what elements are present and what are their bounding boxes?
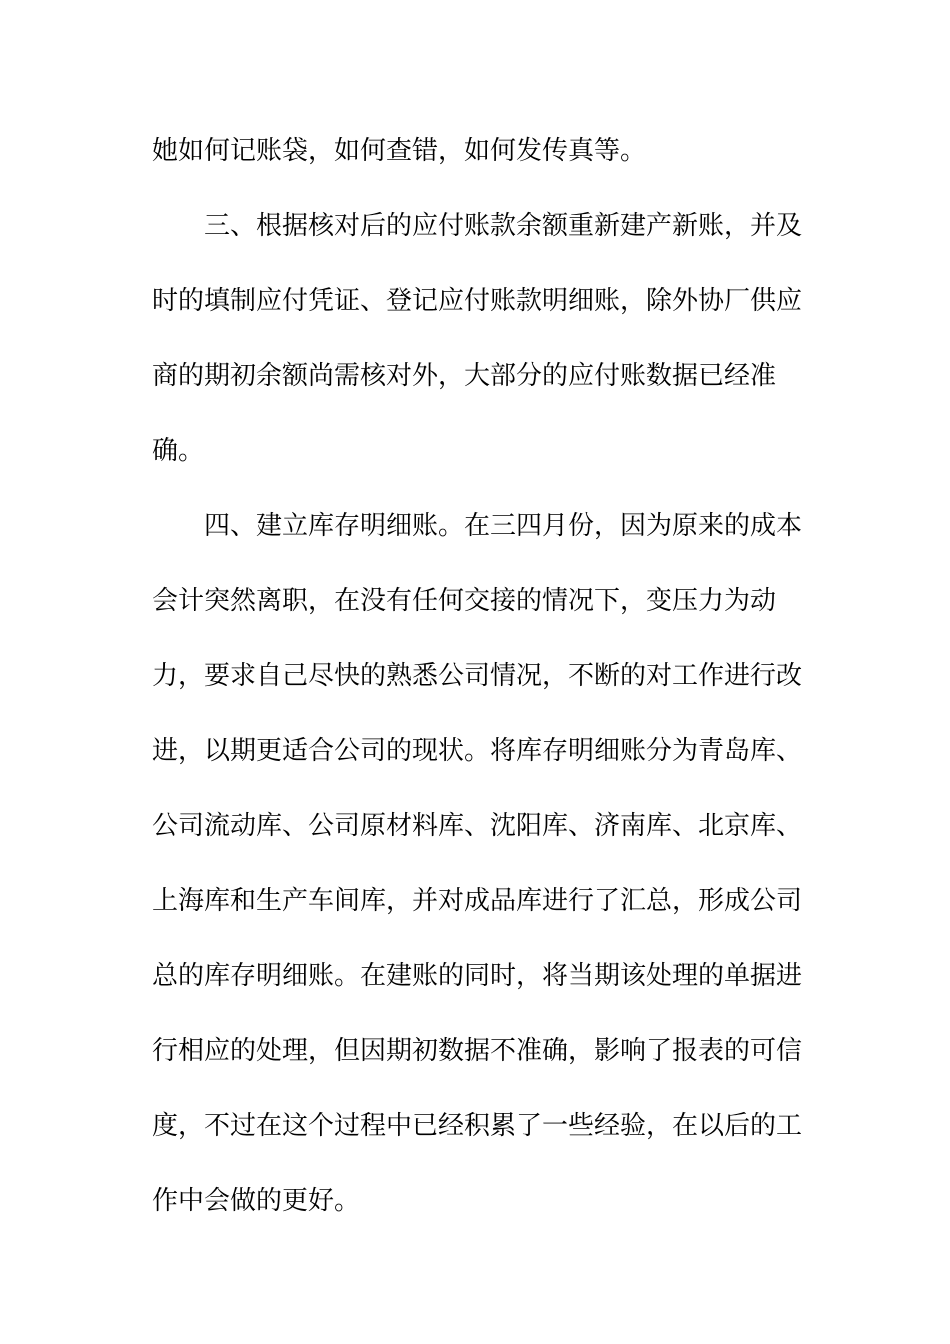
text-line: 会计突然离职，在没有任何交接的情况下，变压力为动: [152, 586, 777, 616]
text-line: 度，不过在这个过程中已经积累了一些经验，在以后的工: [152, 1111, 803, 1141]
text-line: 进，以期更适合公司的现状。将库存明细账分为青岛库、: [152, 736, 803, 766]
text-line: 时的填制应付凭证、登记应付账款明细账，除外协厂供应: [152, 286, 803, 316]
text-line: 四、建立库存明细账。在三四月份，因为原来的成本: [204, 511, 803, 541]
text-line: 总的库存明细账。在建账的同时，将当期该处理的单据进: [152, 961, 803, 991]
text-line: 确。: [152, 436, 205, 466]
text-line: 行相应的处理，但因期初数据不准确，影响了报表的可信: [152, 1036, 803, 1066]
paragraph-inventory-ledger: [152, 489, 802, 1239]
text-line: 她如何记账袋，如何查错，如何发传真等。: [152, 136, 647, 166]
text-line: 商的期初余额尚需核对外，大部分的应付账数据已经准: [152, 361, 777, 391]
text-line: 公司流动库、公司原材料库、沈阳库、济南库、北京库、: [152, 811, 803, 841]
text-line: 作中会做的更好。: [152, 1186, 361, 1216]
text-line: 三、根据核对后的应付账款余额重新建产新账，并及: [204, 211, 803, 241]
text-line: 力，要求自己尽快的熟悉公司情况，不断的对工作进行改: [152, 661, 803, 691]
document-body: [152, 114, 802, 1239]
paragraph-accounts-payable: [152, 189, 802, 489]
text-line: 上海库和生产车间库，并对成品库进行了汇总，形成公司: [152, 886, 803, 916]
paragraph-continuation: [152, 114, 802, 189]
